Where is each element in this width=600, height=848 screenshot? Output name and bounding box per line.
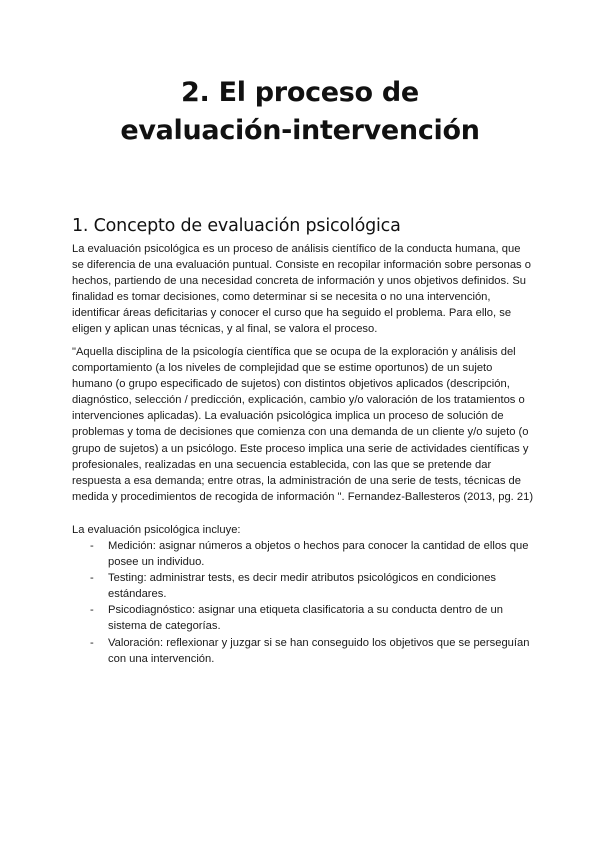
list-bullet: - — [90, 572, 94, 585]
chapter-title — [40, 74, 560, 150]
list-item-text: Testing: administrar tests, es decir medir atributos psicológicos en condiciones estándares. — [108, 572, 497, 601]
list-bullet: - — [90, 540, 94, 552]
list-bullet: - — [90, 636, 94, 649]
intro-paragraph: La evaluación psicológica es un proceso de análisis científico de la conducta humana, que se diferencia de una evaluación puntual. Consiste en recopilar información sobre personas o hechos, partiendo de una necesidad concreta de información y unos objetivos definidos. Su finalidad es tomar decisiones, como determinar si se necesita o no una intervención, identificar áreas deficitarias y conocer el curso que ha seguido el problema. Para ello, se eligen y aplican unas técnicas, y al final, se valora el proceso. — [72, 243, 531, 336]
list-item — [72, 570, 542, 602]
list-bullet: - — [90, 604, 94, 617]
quote-paragraph: "Aquella disciplina de la psicología científica que se ocupa de la exploración y análisis del comportamiento (a los niveles de complejidad que se estime oportunos) de un sujeto humano (o grupo especificado de sujetos) con distintos objetivos aplicados (descripción, diagnóstico, selección / predicción, explicación, cambio y/o valoración de los tratamientos o intervenciones aplicadas). La evaluación psicológica implica un proceso de solución de problemas y toma de decisiones que comienza con una demanda de un cliente y/o sujeto (o grupo de sujetos) a un psicólogo. Este proceso implica una serie de actividades científicas y profesionales, realizadas en una secuencia establecida, con las que se pretende dar respuesta a esa demanda; entre otras, la administración de una serie de tests, técnicas de medida y procedimientos de recogida de información ". Fernandez-Ballesteros (2013, pg. 21) — [72, 346, 534, 503]
list-item — [72, 635, 542, 667]
list-item-text: Valoración: reflexionar y juzgar si se han conseguido los objetivos que se perseguían con una intervención. — [108, 636, 530, 665]
list-intro-paragraph: La evaluación psicológica incluye: — [72, 524, 241, 536]
list-item — [72, 602, 542, 634]
list-item-text: Psicodiagnóstico: asignar una etiqueta clasificatoria a su conducta dentro de un sistema de categorías. — [108, 604, 503, 633]
chapter-title-line-1: 2. El proceso de — [181, 77, 419, 108]
list-item-text: Medición: asignar números a objetos o hechos para conocer la cantidad de ellos que posee un individuo. — [108, 540, 529, 569]
evaluation-list — [72, 538, 542, 667]
section-title: 1. Concepto de evaluación psicológica — [72, 216, 401, 236]
list-item — [72, 538, 542, 570]
chapter-title-line-2: evaluación-intervención — [120, 115, 480, 146]
